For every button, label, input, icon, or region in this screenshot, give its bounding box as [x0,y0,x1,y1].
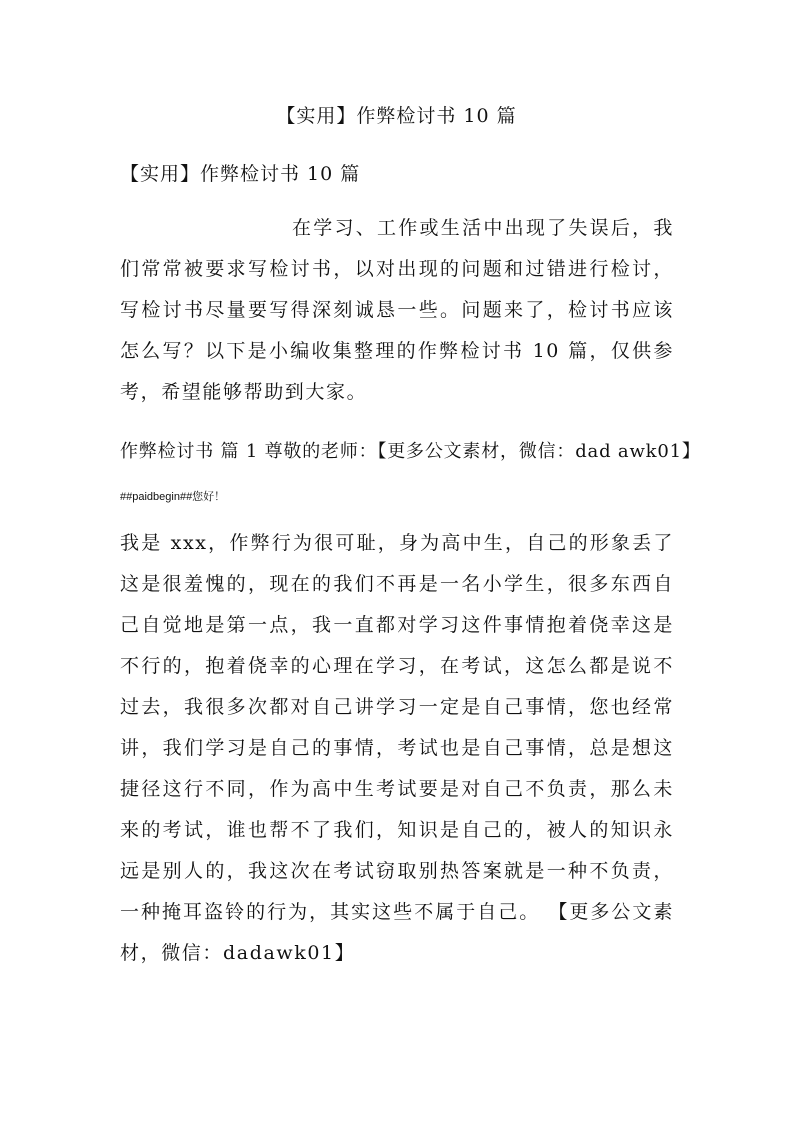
paid-marker-line: ##paidbegin##您好！ [120,491,226,503]
section-heading: 作弊检讨书 篇 1 尊敬的老师：【更多公文素材，微信：dad awk01】 [120,441,701,462]
letter-body-paragraph: 我是 xxx，作弊行为很可耻，身为高中生，自己的形象丢了这是很羞愧的，现在的我们不再是一名小学生，很多东西自己自觉地是第一点，我一直都对学习这件事情抱着侥幸这是不行的，抱着侥幸的心理在学习，在考试，这怎么都是说不过去，我很多次都对自己讲学习一定是自己事情，您也经常讲，我们学习是自己的事情，考试也是自己事情，总是想这捷径这行不同，作为高中生考试要是对自己不负责，那么未来的考试，谁也帮不了我们，知识是自己的，被人的知识永远是别人的，我这次在考试窃取别热答案就是一种不负责，一种掩耳盗铃的行为，其实这些不属于自己。 【更多公文素材，微信：dadawk01】 [120,532,674,964]
document-title: 【实用】作弊检讨书 10 篇 [276,105,517,127]
intro-paragraph: 在学习、工作或生活中出现了失误后，我们常常被要求写检讨书，以对出现的问题和过错进行检讨，写检讨书尽量要写得深刻诚恳一些。问题来了，检讨书应该怎么写？以下是小编收集整理的作弊检讨书 10 篇，仅供参考，希望能够帮助到大家。 [120,217,674,403]
document-subtitle: 【实用】作弊检讨书 10 篇 [120,163,361,185]
